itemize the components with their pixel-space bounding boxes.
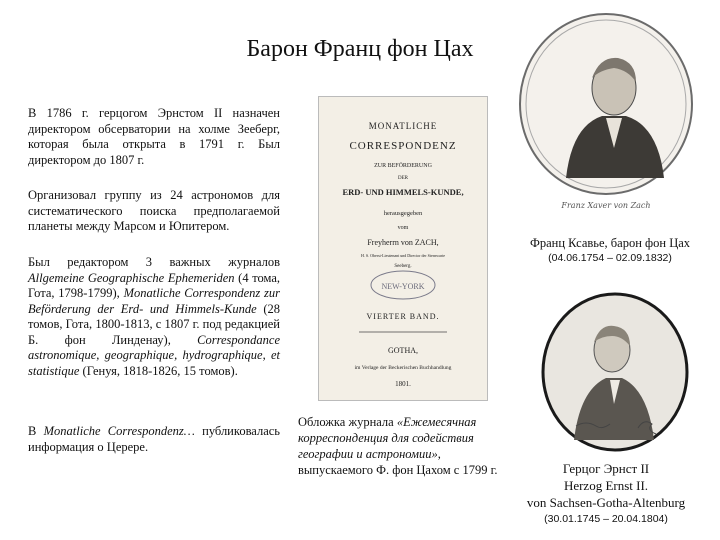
ernst-name-de: Herzog Ernst II. xyxy=(563,478,649,493)
portrait-ernst-caption xyxy=(506,460,706,511)
cover-caption xyxy=(298,414,503,478)
cover-line11: VIERTER BAND. xyxy=(366,312,440,321)
ceres-pre: В xyxy=(28,424,37,438)
journal-1-info: (4 тома, Гота, 1798-1799), xyxy=(28,270,281,300)
zach-signature: Franz Xaver von Zach xyxy=(561,201,651,210)
portrait-zach-image xyxy=(514,8,698,234)
page-title: Барон Франц фон Цах xyxy=(246,36,474,62)
paragraph-ceres xyxy=(28,424,280,455)
cover-line1: MONATLICHE xyxy=(368,121,438,131)
cover-line14: 1801. xyxy=(395,380,411,388)
journals-lead: Был редактором 3 важных журналов xyxy=(28,255,280,269)
cover-line10: Seeberg. xyxy=(394,264,412,269)
portrait-ernst-image xyxy=(540,290,690,454)
cover-line13: im Verlage der Beckerischen Buchhandlung xyxy=(354,365,452,371)
ceres-post: публиковалась информация о Церере. xyxy=(28,424,280,454)
cover-caption-italic: «Ежемесячная корреспонденция для содействия географии и астрономии» xyxy=(298,415,477,461)
cover-stamp: NEW-YORK xyxy=(381,282,425,291)
cover-line9: H. S. Oberst-Lieutenant und Director der Sternwarte xyxy=(361,253,445,258)
journal-3-title: Correspondance astronomique, geographique, hydrographique, et statistique xyxy=(28,332,281,378)
cover-line12: GOTHA, xyxy=(388,346,418,355)
portrait-zach-dates: (04.06.1754 – 02.09.1832) xyxy=(548,252,672,264)
journal-3-info: (Генуя, 1818-1826, 15 томов). xyxy=(82,363,238,378)
journal-2-info: (28 томов, Гота, 1800-1813, с 1807 г. под редакцией Б. фон Линденау), xyxy=(28,301,280,347)
ernst-house: von Sachsen-Gotha-Altenburg xyxy=(526,495,686,510)
paragraph-search-group: Организовал группу из 24 астрономов для систематического поиска предполагаемой планеты между Марсом и Юпитером. xyxy=(28,188,280,233)
journal-2-title: Monatliche Correspondenz zur Beförderung der Erd- und Himmels-Kunde xyxy=(28,286,281,316)
cover-line4: DER xyxy=(398,176,408,181)
paragraph-directorship: В 1786 г. герцогом Эрнстом II назначен директором обсерватории на холме Зееберг, которая была открыта в 1791 г. Был директором до 1807 г. xyxy=(28,106,280,167)
cover-line2: CORRESPONDENZ xyxy=(349,140,457,152)
cover-line6: herausgegeben xyxy=(383,210,423,217)
cover-line7: vom xyxy=(397,225,409,231)
cover-caption-tail: , выпускаемого Ф. фон Цахом с 1799 г. xyxy=(298,447,498,477)
portrait-ernst-dates: (30.01.1745 – 20.04.1804) xyxy=(544,513,668,525)
cover-line8: Freyherrn von ZACH, xyxy=(367,238,439,247)
cover-line3: ZUR BEFÖRDERUNG xyxy=(374,163,432,169)
ernst-name-ru: Герцог Эрнст II xyxy=(562,461,650,476)
cover-caption-lead: Обложка журнала xyxy=(298,415,394,429)
paragraph-journals xyxy=(28,255,280,379)
journal-cover-image xyxy=(318,96,488,401)
cover-line5: ERD- UND HIMMELS-KUNDE, xyxy=(342,187,464,197)
ceres-journal: Monatliche Correspondenz… xyxy=(43,424,195,438)
journal-1-title: Allgemeine Geographische Ephemeriden xyxy=(28,270,235,285)
portrait-zach-caption: Франц Ксавье, барон фон Цах xyxy=(529,236,691,250)
